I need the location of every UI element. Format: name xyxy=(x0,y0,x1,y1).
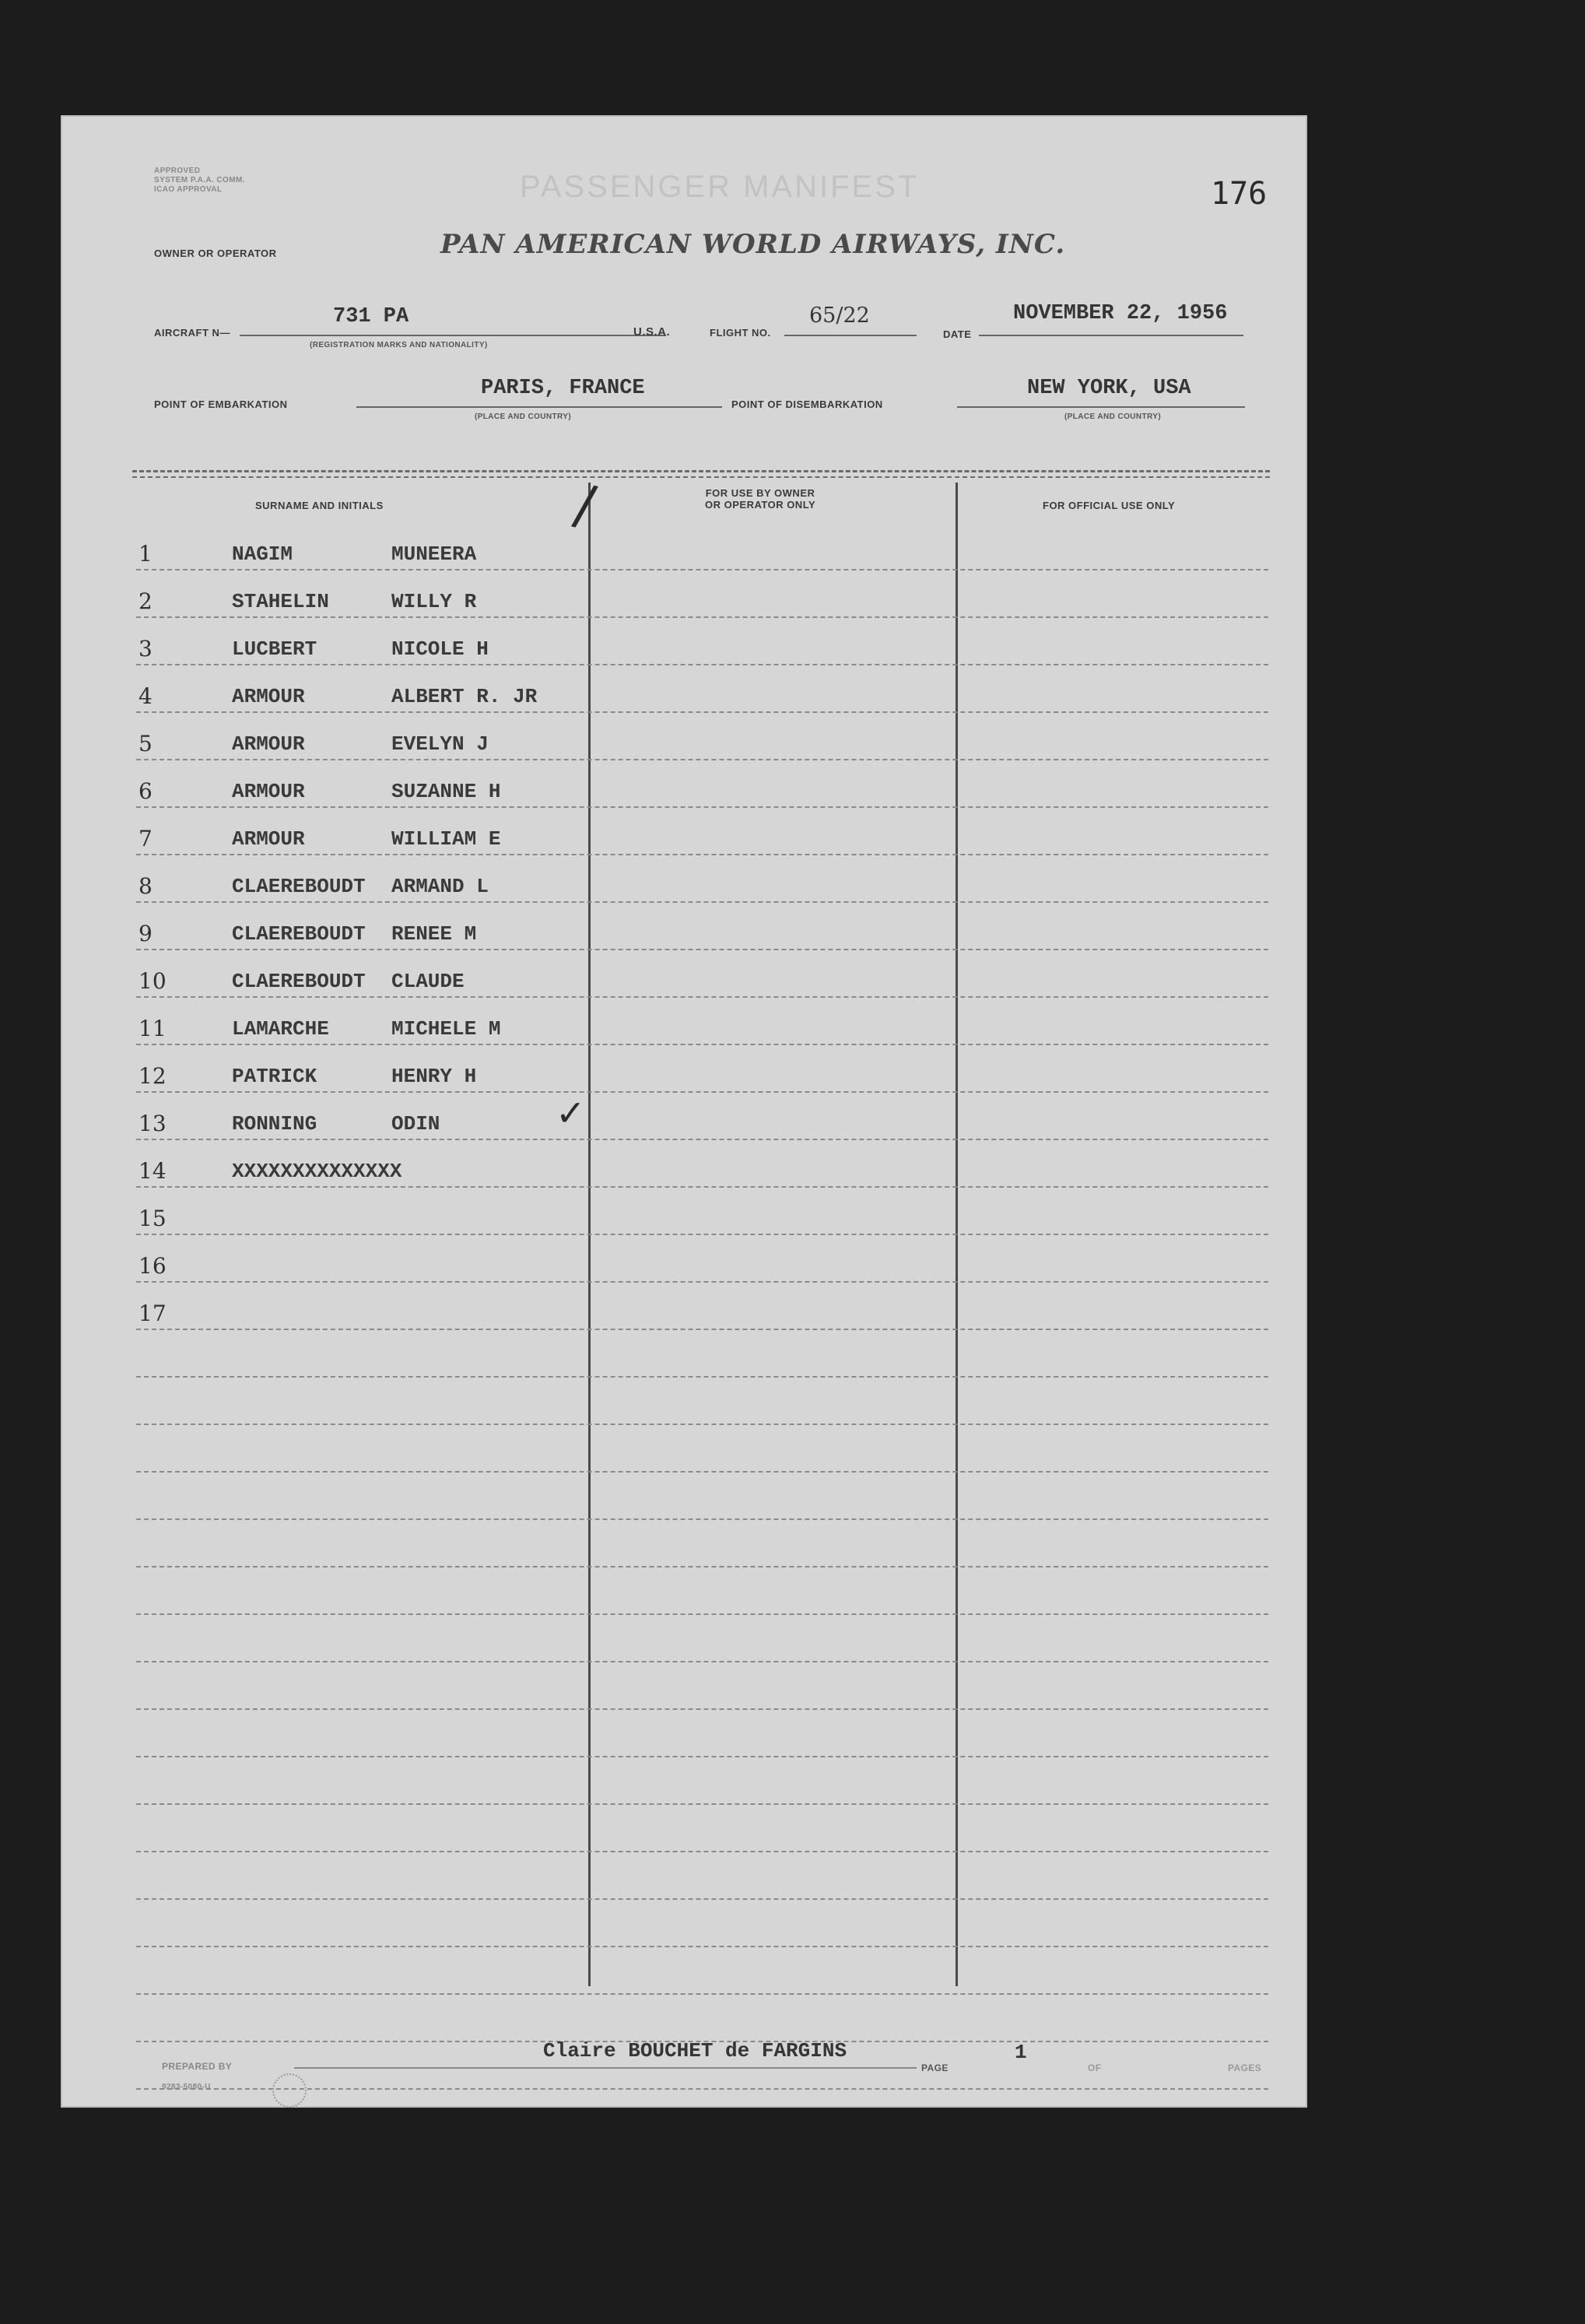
row-rule xyxy=(136,1139,1268,1140)
row-number: 6 xyxy=(139,778,153,804)
passenger-given-names: MUNEERA xyxy=(391,542,477,566)
flight-label: FLIGHT NO. xyxy=(710,327,771,339)
embarkation-label: POINT OF EMBARKATION xyxy=(154,398,288,410)
column-header-owner-line: FOR USE BY OWNER xyxy=(705,487,815,499)
row-rule xyxy=(136,1851,1268,1852)
disembarkation-label: POINT OF DISEMBARKATION xyxy=(731,398,883,410)
row-number: 14 xyxy=(139,1158,167,1184)
approval-line: APPROVED xyxy=(154,167,201,175)
passenger-surname: RONNING xyxy=(232,1112,317,1136)
row-number: 5 xyxy=(139,731,153,757)
row-rule xyxy=(136,1566,1268,1567)
disembarkation-value: NEW YORK, USA xyxy=(1027,377,1191,400)
of-label: OF xyxy=(1088,2062,1102,2073)
row-rule xyxy=(136,1661,1268,1662)
aircraft-value: 731 PA xyxy=(333,305,409,328)
form-title: PASSENGER MANIFEST xyxy=(520,170,920,204)
row-rule xyxy=(136,1044,1268,1045)
owner-name: PAN AMERICAN WORLD AIRWAYS, INC. xyxy=(440,229,1066,260)
row-rule xyxy=(136,1613,1268,1615)
usa-label: U.S.A. xyxy=(633,325,671,339)
archive-page-number: 176 xyxy=(1211,176,1268,212)
row-number: 2 xyxy=(139,588,153,614)
flight-underline xyxy=(784,335,917,336)
flight-value: 65/22 xyxy=(809,304,870,328)
row-rule xyxy=(136,1518,1268,1520)
row-rule xyxy=(136,1186,1268,1188)
embarkation-caption: (PLACE AND COUNTRY) xyxy=(475,412,572,421)
passenger-surname: CLAEREBOUDT xyxy=(232,875,366,898)
page-value: 1 xyxy=(1015,2041,1027,2064)
row-rule xyxy=(136,759,1268,760)
date-underline xyxy=(979,335,1243,336)
passenger-given-names: RENEE M xyxy=(391,922,477,946)
registration-caption: (REGISTRATION MARKS AND NATIONALITY) xyxy=(310,341,488,349)
row-rule xyxy=(136,996,1268,998)
row-rule xyxy=(136,1234,1268,1235)
manifest-sheet xyxy=(61,115,1307,2108)
passenger-surname: ARMOUR xyxy=(232,780,305,803)
row-rule xyxy=(136,1993,1268,1995)
row-rule xyxy=(136,1946,1268,1947)
row-number: 10 xyxy=(139,968,167,994)
approval-line: ICAO APPROVAL xyxy=(154,185,223,194)
row-rule xyxy=(136,711,1268,713)
column-header-owner-line: OR OPERATOR ONLY xyxy=(705,499,816,511)
row-rule xyxy=(136,901,1268,903)
row-rule xyxy=(136,664,1268,665)
row-rule xyxy=(136,949,1268,950)
row-rule xyxy=(136,1756,1268,1757)
row-rule xyxy=(136,1329,1268,1330)
passenger-given-names: ALBERT R. JR xyxy=(391,685,538,708)
check-mark: ✓ xyxy=(556,1092,586,1134)
row-rule xyxy=(136,1898,1268,1900)
row-rule xyxy=(136,569,1268,570)
aircraft-underline xyxy=(240,335,666,336)
row-number: 4 xyxy=(139,683,153,709)
passenger-surname: ARMOUR xyxy=(232,732,305,756)
passenger-given-names: ARMAND L xyxy=(391,875,489,898)
row-number: 1 xyxy=(139,541,153,567)
prepared-by-value: Claire BOUCHET de FARGINS xyxy=(543,2039,847,2062)
column-header-owner xyxy=(705,487,815,511)
row-rule xyxy=(136,1471,1268,1473)
prepared-by-label: PREPARED BY xyxy=(162,2061,233,2072)
table-top-rule xyxy=(132,476,1270,478)
passenger-given-names: WILLY R xyxy=(391,590,477,613)
row-rule xyxy=(136,1376,1268,1378)
row-rule xyxy=(136,854,1268,855)
passenger-given-names: CLAUDE xyxy=(391,970,465,993)
prepared-by-underline xyxy=(294,2067,917,2069)
disembarkation-underline xyxy=(957,406,1245,408)
table-top-rule xyxy=(132,470,1270,472)
passenger-surname: ARMOUR xyxy=(232,827,305,851)
passenger-surname: LAMARCHE xyxy=(232,1017,329,1041)
date-label: DATE xyxy=(943,328,972,340)
row-rule xyxy=(136,1281,1268,1283)
row-number: 7 xyxy=(139,826,153,851)
form-number: 9283-5080-U xyxy=(162,2083,211,2091)
row-rule xyxy=(136,806,1268,808)
date-value: NOVEMBER 22, 1956 xyxy=(1013,302,1228,325)
row-rule xyxy=(136,1708,1268,1710)
approval-line: SYSTEM P.A.A. COMM. xyxy=(154,176,245,184)
row-number: 9 xyxy=(139,921,153,946)
embarkation-value: PARIS, FRANCE xyxy=(481,377,645,400)
owner-label: OWNER OR OPERATOR xyxy=(154,247,277,259)
passenger-given-names: MICHELE M xyxy=(391,1017,501,1041)
passenger-given-names: NICOLE H xyxy=(391,637,489,661)
passenger-surname: CLAEREBOUDT xyxy=(232,970,366,993)
row-number: 8 xyxy=(139,873,153,899)
column-header-official: FOR OFFICIAL USE ONLY xyxy=(1043,500,1176,511)
disembarkation-caption: (PLACE AND COUNTRY) xyxy=(1064,412,1162,421)
approval-block xyxy=(154,167,245,195)
row-number: 15 xyxy=(139,1206,167,1231)
column-header-names: SURNAME AND INITIALS xyxy=(255,500,384,511)
passenger-given-names: WILLIAM E xyxy=(391,827,501,851)
passenger-given-names: ODIN xyxy=(391,1112,440,1136)
row-number: 12 xyxy=(139,1063,167,1089)
passenger-given-names: SUZANNE H xyxy=(391,780,501,803)
row-number: 17 xyxy=(139,1301,167,1326)
passenger-given-names: HENRY H xyxy=(391,1065,477,1088)
embarkation-underline xyxy=(356,406,722,408)
passenger-surname: LUCBERT xyxy=(232,637,317,661)
check-mark: / xyxy=(569,472,601,539)
row-rule xyxy=(136,1803,1268,1805)
passenger-surname: STAHELIN xyxy=(232,590,329,613)
row-rule xyxy=(136,616,1268,618)
row-rule xyxy=(136,1424,1268,1425)
page-label: PAGE xyxy=(921,2062,949,2073)
pages-label: PAGES xyxy=(1228,2062,1262,2073)
seal-stamp xyxy=(272,2073,307,2108)
passenger-surname: PATRICK xyxy=(232,1065,317,1088)
passenger-surname: CLAEREBOUDT xyxy=(232,922,366,946)
row-number: 11 xyxy=(139,1016,167,1041)
row-number: 13 xyxy=(139,1111,167,1136)
row-rule xyxy=(136,1091,1268,1093)
passenger-given-names: EVELYN J xyxy=(391,732,489,756)
passenger-surname: XXXXXXXXXXXXXX xyxy=(232,1160,402,1183)
row-number: 3 xyxy=(139,636,153,662)
aircraft-label: AIRCRAFT N— xyxy=(154,327,230,339)
passenger-surname: ARMOUR xyxy=(232,685,305,708)
passenger-surname: NAGIM xyxy=(232,542,293,566)
row-number: 16 xyxy=(139,1253,167,1279)
